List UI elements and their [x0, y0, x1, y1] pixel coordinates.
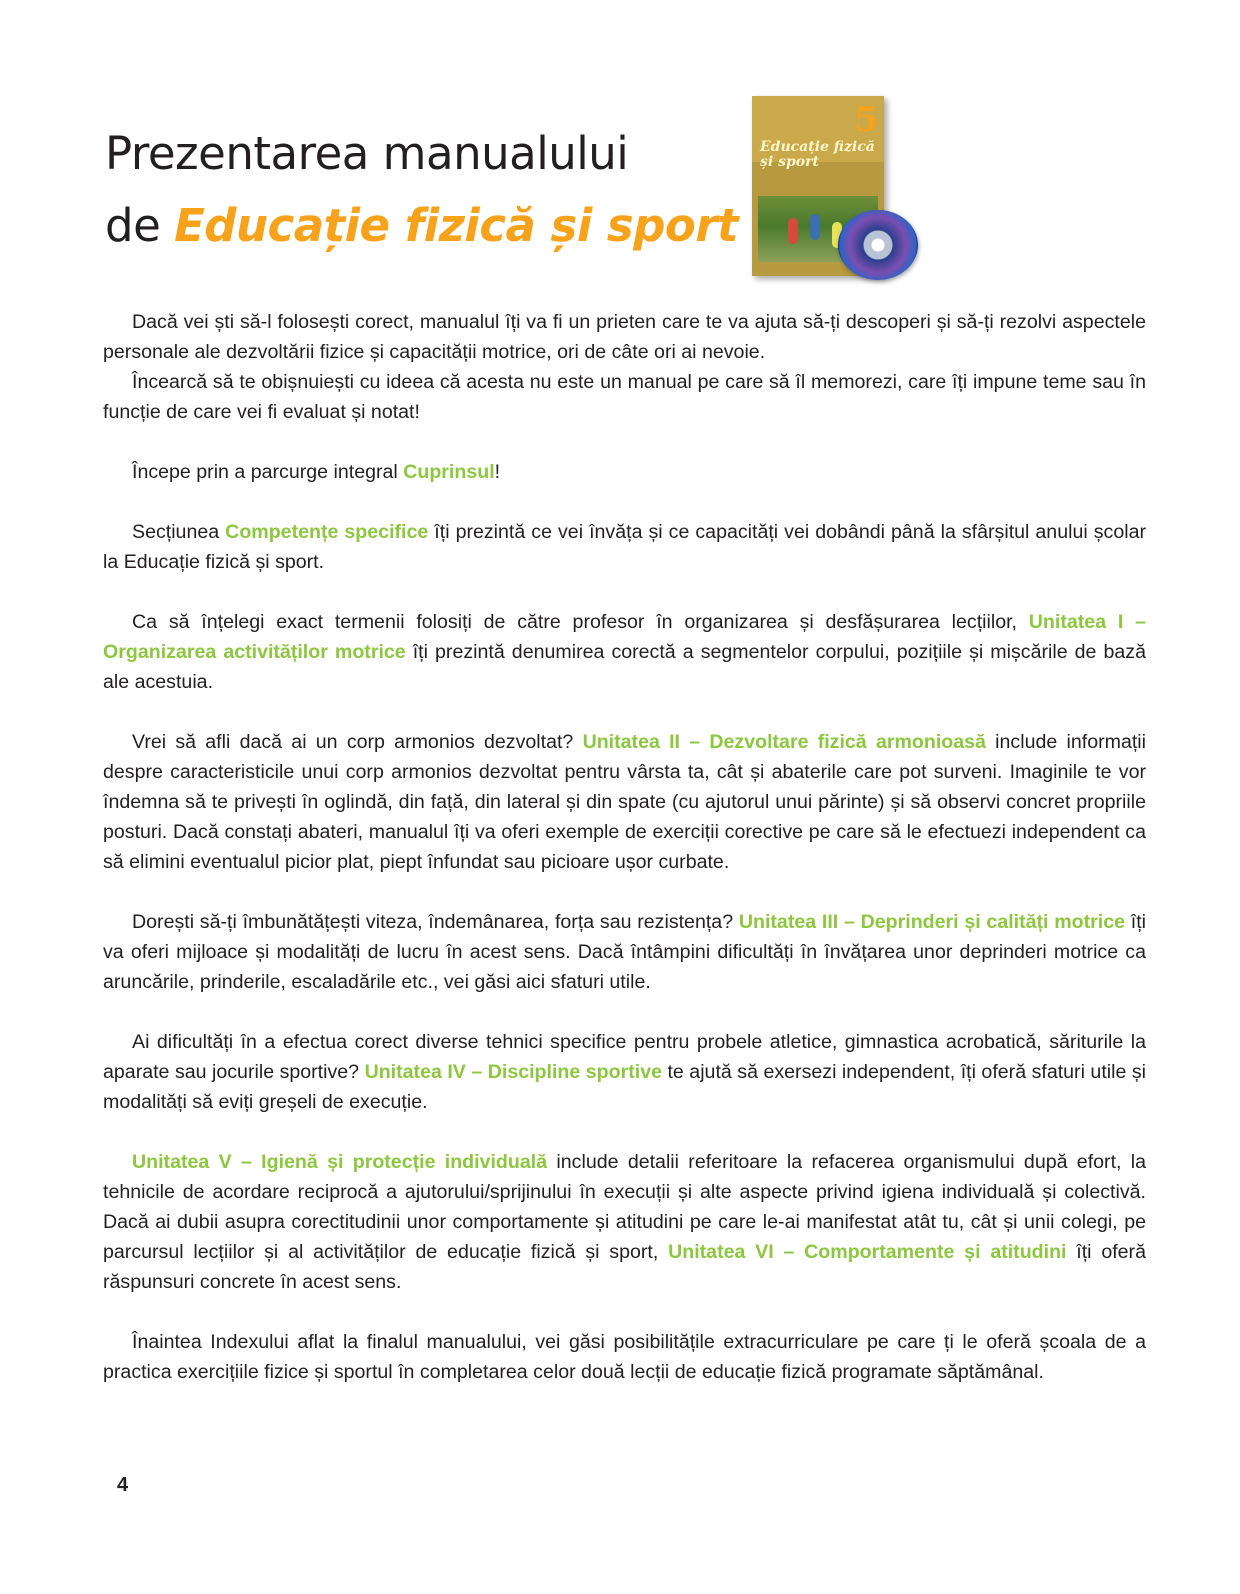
highlight-unit-1: Unitatea I – Organizarea activităților motrice	[103, 611, 1146, 663]
text: Dorești să-ți îmbunătățești viteza, îndemânarea, forța sau rezistența?	[132, 911, 739, 933]
cover-figure	[788, 218, 798, 244]
text: îți va oferi mijloace și modalități de lucru în acest sens. Dacă întâmpini dificultăți în învățarea unor deprinderi motrice ca aruncările, prinderile, escaladările etc., vei găsi aici sfaturi utile.	[103, 911, 1146, 993]
paragraph-unit-4	[103, 1027, 1146, 1117]
paragraph-competences	[103, 517, 1146, 577]
paragraph-unit-3	[103, 907, 1146, 997]
highlight-cuprinsul: Cuprinsul	[403, 461, 495, 483]
cd-disc-image	[838, 210, 918, 280]
paragraph-unit-1	[103, 607, 1146, 697]
text: îți prezintă ce vei învăța și ce capacități vei dobândi până la sfârșitul anului școlar la Educație fizică și sport.	[103, 521, 1146, 573]
paragraph-unit-5-6	[103, 1147, 1146, 1297]
paragraph-extracurricular: Înaintea Indexului aflat la finalul manualului, vei găsi posibilitățile extracurriculare pe care ți le oferă școala de a practica exercițiile fizice și sportul în completarea celor două lecții de educație fizică programate săptămânal.	[103, 1331, 1146, 1383]
title-line-2-prefix: de	[105, 199, 175, 252]
text: include informații despre caracteristicile unui corp armonios dezvoltat pentru vârsta ta, cât și abaterile care pot surveni. Imaginile te vor îndemna să te privești în oglindă, din față, din lateral și din spate (cu ajutorul unui părinte) și să observi concret propriile posturi. Dacă constați abateri, manualul îți va oferi exemple de exerciții corective pe care să le efectuezi independent ca să elimini eventualul picior plat, piept înfundat sau picioare ușor curbate.	[103, 731, 1146, 873]
title-line-1: Prezentarea manualului	[105, 127, 629, 180]
body-text	[103, 307, 1146, 1387]
page-title	[105, 118, 738, 262]
paragraph-intro: Dacă vei ști să-l folosești corect, manualul îți va fi un prieten care te va ajuta să-ți descoperi și să-ți rezolvi aspectele personale ale dezvoltării fizice și capacității motrice, ori de câte ori ai nevoie.	[103, 311, 1146, 363]
paragraph-unit-2	[103, 727, 1146, 877]
highlight-unit-6: Unitatea VI – Comportamente și atitudini	[668, 1241, 1067, 1263]
text: îți prezintă denumirea corectă a segmentelor corpului, pozițiile și mișcările de bază ale acestuia.	[103, 641, 1146, 693]
cover-title: Educație fizică și sport	[760, 139, 875, 170]
text: Ca să înțelegi exact termenii folosiți de către profesor în organizarea și desfășurarea lecțiilor,	[132, 611, 1029, 633]
page-number: 4	[117, 1474, 129, 1496]
highlight-unit-4: Unitatea IV – Discipline sportive	[364, 1061, 662, 1083]
paragraph-reminder: Încearcă să te obișnuiești cu ideea că acesta nu este un manual pe care să îl memorezi, care îți impune teme sau în funcție de care vei fi evaluat și notat!	[103, 371, 1146, 423]
text: Începe prin a parcurge integral	[132, 461, 404, 483]
text: te ajută să exersezi independent, îți oferă sfaturi utile și modalități să eviți greșeli de execuție.	[103, 1061, 1146, 1113]
text: Ai dificultăți în a efectua corect diverse tehnici specifice pentru probele atletice, gimnastica acrobatică, săriturile la aparate sau jocurile sportive?	[103, 1031, 1146, 1083]
paragraph-contents	[103, 457, 1146, 487]
cover-grade-number: 5	[854, 100, 878, 140]
highlight-unit-5: Unitatea V – Igienă și protecție individuală	[132, 1151, 548, 1173]
highlight-unit-2: Unitatea II – Dezvoltare fizică armonioasă	[582, 731, 986, 753]
text: include detalii referitoare la refacerea organismului după efort, la tehnicile de acordare reciprocă a ajutorului/sprijinului în execuții și alte aspecte privind igiena individuală și colectivă. Dacă ai dubii asupra corectitudinii unor comportamente și atitudini pe care le-ai manifestat atât tu, cât și unii colegi, pe parcursul lecțiilor și al activităților de educație fizică și sport,	[103, 1151, 1147, 1263]
highlight-unit-3: Unitatea III – Deprinderi și calități motrice	[738, 911, 1126, 933]
highlight-competences: Competențe specifice	[225, 521, 429, 543]
text: !	[494, 461, 501, 483]
text: Vrei să afli dacă ai un corp armonios dezvoltat?	[132, 731, 583, 753]
text: îți oferă răspunsuri concrete în acest sens.	[103, 1241, 1146, 1293]
text: Secțiunea	[132, 521, 226, 543]
cover-figure	[810, 214, 820, 240]
title-line-2-accent: Educație fizică și sport	[174, 199, 739, 252]
